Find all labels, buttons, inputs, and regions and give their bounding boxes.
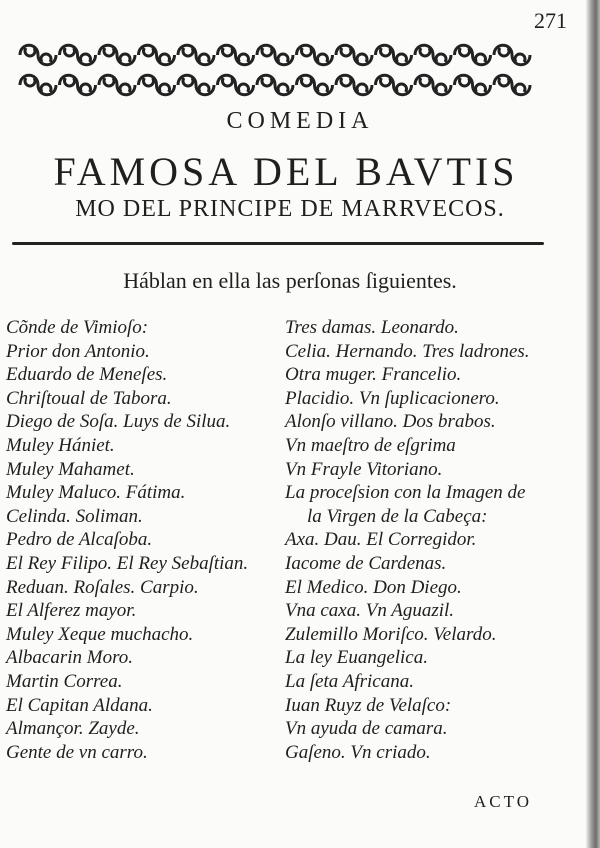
catchword: ACTO bbox=[474, 792, 532, 811]
character-entry: Almançor. Zayde. bbox=[6, 718, 140, 740]
ornament-scroll bbox=[218, 45, 254, 65]
character-entry: Alonſo villano. Dos brabos. bbox=[285, 411, 496, 433]
title-line-2: FAMOSA DEL BAVTIS bbox=[53, 149, 519, 194]
page-number: 271 bbox=[534, 8, 567, 33]
ornament-scroll bbox=[494, 75, 530, 95]
character-entry: Muley Hániet. bbox=[6, 434, 115, 456]
character-entry: Prior don Antonio. bbox=[6, 340, 150, 362]
character-entry: Eduardo de Meneſes. bbox=[6, 364, 168, 386]
character-entry: la Virgen de la Cabeça: bbox=[307, 505, 488, 527]
ornament-scroll bbox=[218, 75, 254, 95]
character-entry: Iuan Ruyz de Velaſco: bbox=[285, 694, 452, 716]
character-entry: Placidio. Vn ſuplicacionero. bbox=[285, 387, 500, 409]
character-entry: Zulemillo Moriſco. Velardo. bbox=[285, 623, 497, 645]
character-entry: La ley Euangelica. bbox=[285, 647, 428, 669]
character-entry: La proceſsion con la Imagen de bbox=[285, 482, 526, 504]
ornament-scroll bbox=[139, 45, 175, 65]
character-entry: Celinda. Soliman. bbox=[6, 505, 143, 527]
ornament-scroll bbox=[60, 75, 96, 95]
dramatis-personae-heading: Háblan en ella las perſonas ſiguientes. bbox=[123, 268, 457, 293]
ornament-scroll bbox=[376, 75, 412, 95]
ornament-scroll bbox=[455, 45, 491, 65]
character-entry: Muley Xeque muchacho. bbox=[6, 623, 194, 645]
character-entry: Gaſeno. Vn criado. bbox=[285, 741, 431, 763]
ornament-scroll bbox=[336, 75, 372, 95]
ornament-scroll bbox=[178, 45, 214, 65]
character-entry: Pedro de Alcaſoba. bbox=[6, 529, 153, 551]
title-line-3: MO DEL PRINCIPE DE MARRVECOS. bbox=[75, 196, 505, 222]
ornament-scroll bbox=[415, 45, 451, 65]
character-entry: Celia. Hernando. Tres ladrones. bbox=[285, 340, 530, 362]
character-entry: Gente de vn carro. bbox=[6, 741, 148, 763]
character-entry: Muley Maluco. Fátima. bbox=[6, 482, 186, 504]
ornament-scroll bbox=[257, 45, 293, 65]
ornament-scroll bbox=[297, 75, 333, 95]
right-character-list bbox=[285, 316, 530, 764]
ornament-scroll bbox=[20, 75, 56, 95]
ornament-scroll bbox=[99, 75, 135, 95]
character-entry: Axa. Dau. El Corregidor. bbox=[285, 529, 477, 551]
ornament-scroll bbox=[99, 45, 135, 65]
ornament-scroll bbox=[455, 75, 491, 95]
character-entry: Tres damas. Leonardo. bbox=[285, 317, 459, 338]
character-entry: El Medico. Don Diego. bbox=[285, 576, 462, 598]
character-entry: Vn maeſtro de eſgrima bbox=[285, 434, 456, 456]
ornament-scroll bbox=[494, 45, 530, 65]
character-entry: Vn Frayle Vitoriano. bbox=[285, 458, 443, 480]
ornament-scroll bbox=[20, 45, 56, 65]
character-entry: Vn ayuda de camara. bbox=[285, 718, 448, 740]
character-entry: Muley Mahamet. bbox=[6, 458, 135, 480]
character-entry: Cõnde de Vimioſo: bbox=[6, 317, 149, 338]
character-entry: Albacarin Moro. bbox=[6, 647, 134, 669]
character-entry: El Capitan Aldana. bbox=[6, 694, 153, 716]
character-entry: Otra muger. Francelio. bbox=[285, 364, 462, 386]
character-entry: Reduan. Roſales. Carpio. bbox=[6, 576, 199, 598]
ornament-scroll bbox=[139, 75, 175, 95]
character-entry: Martin Correa. bbox=[6, 670, 123, 692]
woodcut-ornament-band bbox=[12, 40, 536, 100]
ornament-scroll bbox=[297, 45, 333, 65]
character-entry: Chriſtoual de Tabora. bbox=[6, 387, 172, 409]
horizontal-rule bbox=[12, 242, 544, 245]
title-line-1: COMEDIA bbox=[226, 108, 374, 134]
ornament-scroll bbox=[60, 45, 96, 65]
character-entry: Iacome de Cardenas. bbox=[285, 552, 447, 574]
left-character-list bbox=[6, 316, 248, 764]
character-entry: El Rey Filipo. El Rey Sebaſtian. bbox=[6, 552, 249, 574]
ornament-scroll bbox=[376, 45, 412, 65]
ornament-scroll bbox=[178, 75, 214, 95]
character-entry: La ſeta Africana. bbox=[285, 670, 414, 692]
ornament-scroll bbox=[257, 75, 293, 95]
character-entry: Diego de Soſa. Luys de Silua. bbox=[6, 411, 231, 433]
character-entry: Vna caxa. Vn Aguazil. bbox=[285, 600, 455, 622]
character-entry: El Alferez mayor. bbox=[6, 600, 137, 622]
ornament-scroll bbox=[336, 45, 372, 65]
ornament-scroll bbox=[415, 75, 451, 95]
